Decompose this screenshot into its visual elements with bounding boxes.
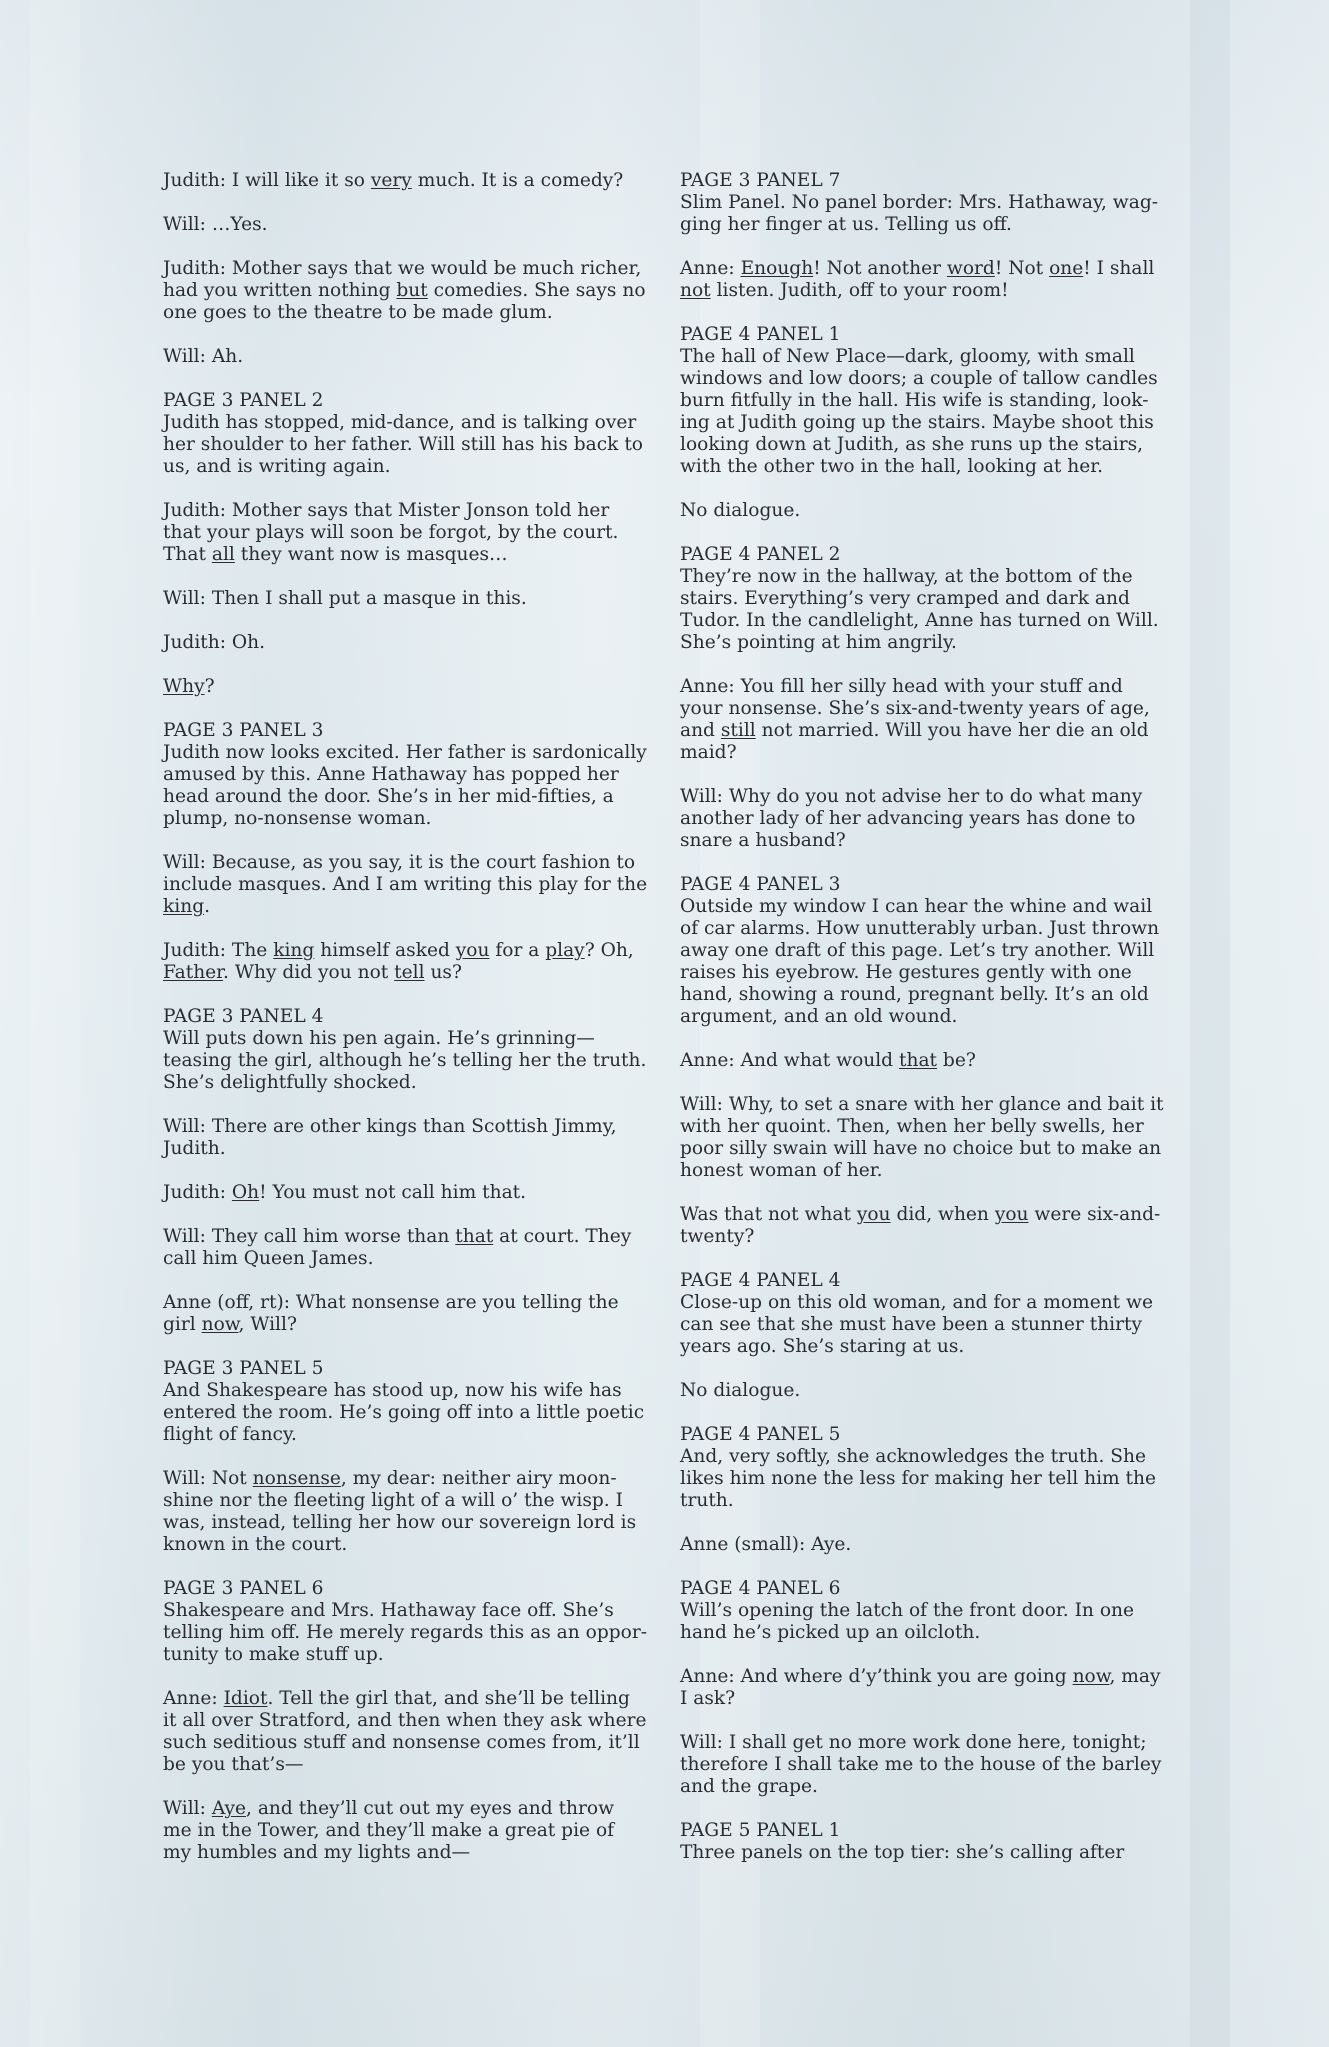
text-run: were six-and-twenty? bbox=[680, 1204, 1161, 1247]
panel-heading: PAGE 3 PANEL 6 bbox=[163, 1578, 324, 1599]
dialogue-line bbox=[680, 1050, 1165, 1072]
speaker-name: Will bbox=[163, 1468, 200, 1489]
speaker-name: Will bbox=[163, 852, 200, 873]
emphasis-word: Why bbox=[163, 676, 205, 697]
text-run: , my dear: neither airy moon-shine nor the fleeting light of a will o’ the wisp. I was, instead, telling her how our sovereign lord is known in the court. bbox=[163, 1468, 637, 1555]
script-line bbox=[680, 1380, 1165, 1402]
text-run: ! Not bbox=[994, 258, 1050, 279]
emphasis-word: tell bbox=[394, 962, 425, 983]
panel-description bbox=[163, 720, 648, 830]
speaker-name: Judith bbox=[163, 940, 220, 961]
text-run: ? Oh, bbox=[584, 940, 634, 961]
panel-heading: PAGE 4 PANEL 1 bbox=[680, 324, 841, 345]
speaker-name: Judith bbox=[163, 632, 220, 653]
panel-text: Close-up on this old woman, and for a moment we can see that she must have been a stunner thirty years ago. She’s staring at us. bbox=[680, 1292, 1153, 1357]
speaker-name: Anne bbox=[680, 258, 729, 279]
dialogue-line bbox=[163, 1292, 648, 1336]
text-run: Because, as you say, it is the court fashion to include masques. And I am writing this play for the bbox=[163, 852, 648, 895]
dialogue-line bbox=[163, 1688, 648, 1776]
dialogue-text: Anne: And where d’y’think you are going now, may I ask? bbox=[680, 1666, 1161, 1709]
panel-text: Shakespeare and Mrs. Hathaway face off. She’s telling him off. He merely regards this as an oppor-tunity to make stuff up. bbox=[163, 1600, 647, 1665]
emphasis-word: Oh bbox=[231, 1182, 260, 1203]
text-run: No dialogue. bbox=[680, 500, 801, 521]
panel-text: And Shakespeare has stood up, now his wife has entered the room. He’s going off into a little poetic flight of fancy. bbox=[163, 1380, 645, 1445]
text-run: Was that not what bbox=[680, 1204, 857, 1225]
emphasis-word: one bbox=[1049, 258, 1084, 279]
panel-description bbox=[680, 1270, 1165, 1358]
dialogue-text: Will: Why do you not advise her to do what many another lady of her advancing years has done to snare a husband? bbox=[680, 786, 1143, 851]
panel-heading: PAGE 3 PANEL 7 bbox=[680, 170, 841, 191]
emphasis-word: that bbox=[455, 1226, 494, 1247]
text-run: , and they’ll cut out my eyes and throw me in the Tower, and they’ll make a great pie of my humbles and my lights and— bbox=[163, 1798, 615, 1863]
dialogue-text: Anne: Enough! Not another word! Not one! I shall not listen. Judith, off to your room! bbox=[680, 258, 1155, 301]
dialogue-text: Judith: I will like it so very much. It is a comedy? bbox=[163, 170, 624, 191]
dialogue-text: Anne: And what would that be? bbox=[680, 1050, 976, 1071]
dialogue-text: Judith: The king himself asked you for a play? Oh, Father. Why did you not tell us? bbox=[163, 940, 634, 983]
panel-text: And, very softly, she acknowledges the truth. She likes him none the less for making her tell him the truth. bbox=[680, 1446, 1157, 1511]
background-stripe bbox=[1190, 0, 1230, 2047]
dialogue-line bbox=[680, 1094, 1165, 1182]
panel-heading: PAGE 5 PANEL 1 bbox=[680, 1820, 841, 1841]
emphasis-word: all bbox=[211, 544, 235, 565]
dialogue-line bbox=[163, 852, 648, 918]
speaker-name: Anne (off, rt) bbox=[163, 1292, 284, 1313]
text-run: No dialogue. bbox=[680, 1380, 801, 1401]
panel-description bbox=[163, 1578, 648, 1666]
speaker-name: Anne bbox=[680, 1666, 729, 1687]
script-line bbox=[163, 676, 648, 698]
text-run: And where d’y’think you are going bbox=[740, 1666, 1073, 1687]
speaker-name: Will bbox=[163, 588, 200, 609]
emphasis-word: very bbox=[370, 170, 412, 191]
panel-text: They’re now in the hallway, at the bottom of the stairs. Everything’s very cramped and dark and Tudor. In the candlelight, Anne has turned on Will. She’s pointing at him angrily. bbox=[680, 566, 1159, 653]
text-run: Not bbox=[211, 1468, 253, 1489]
line-text bbox=[680, 500, 1165, 522]
speaker-name: Anne bbox=[680, 676, 729, 697]
panel-description bbox=[680, 1578, 1165, 1644]
dialogue-text: Anne (off, rt): What nonsense are you telling the girl now, Will? bbox=[163, 1292, 619, 1335]
emphasis-word: now bbox=[201, 1314, 239, 1335]
text-run: they want now is masques… bbox=[234, 544, 508, 565]
text-run: ! I shall bbox=[1083, 258, 1155, 279]
speaker-name: Will bbox=[163, 346, 200, 367]
dialogue-line bbox=[163, 940, 648, 984]
dialogue-line bbox=[163, 1116, 648, 1160]
text-run: listen. Judith, off to your room! bbox=[710, 280, 1009, 301]
dialogue-line bbox=[163, 632, 648, 654]
line-text bbox=[163, 676, 648, 698]
dialogue-text: Anne: You fill her silly head with your stuff and your nonsense. She’s six-and-twenty years of age, and still not married. Will you have her die an old maid? bbox=[680, 676, 1150, 763]
emphasis-word: king bbox=[163, 896, 205, 917]
dialogue-line bbox=[680, 1534, 1165, 1556]
text-run: himself asked bbox=[314, 940, 456, 961]
speaker-name: Will bbox=[680, 1732, 717, 1753]
speaker-name: Judith bbox=[163, 1182, 220, 1203]
line-text bbox=[680, 1380, 1165, 1402]
emphasis-word: word bbox=[946, 258, 995, 279]
panel-heading: PAGE 4 PANEL 3 bbox=[680, 874, 841, 895]
text-run: Why, to set a snare with her glance and bait it with her quoint. Then, when her belly swells, her poor silly swain will have no choice but to make an honest woman of her. bbox=[680, 1094, 1164, 1181]
script-column-left bbox=[163, 170, 648, 1886]
dialogue-text: Will: Ah. bbox=[163, 346, 244, 367]
text-run: They call him worse than bbox=[211, 1226, 456, 1247]
dialogue-line bbox=[680, 1666, 1165, 1710]
dialogue-text: Will: Aye, and they’ll cut out my eyes and throw me in the Tower, and they’ll make a great pie of my humbles and my lights and— bbox=[163, 1798, 615, 1863]
text-run: I will like it so bbox=[231, 170, 371, 191]
text-run: ? bbox=[204, 676, 215, 697]
text-run: much. It is a comedy? bbox=[411, 170, 624, 191]
speaker-name: Will bbox=[163, 214, 200, 235]
emphasis-word: nonsense bbox=[252, 1468, 341, 1489]
line-text bbox=[680, 1204, 1165, 1248]
emphasis-word: Father bbox=[163, 962, 224, 983]
emphasis-word: that bbox=[899, 1050, 938, 1071]
text-run: be? bbox=[937, 1050, 976, 1071]
dialogue-text: Judith: Oh! You must not call him that. bbox=[163, 1182, 527, 1203]
panel-heading: PAGE 3 PANEL 2 bbox=[163, 390, 324, 411]
script-line bbox=[680, 1204, 1165, 1248]
speaker-name: Judith bbox=[163, 500, 220, 521]
dialogue-line bbox=[163, 1468, 648, 1556]
text-run: Ah. bbox=[211, 346, 244, 367]
dialogue-text: Will: Not nonsense, my dear: neither airy moon-shine nor the fleeting light of a will o’ the wisp. I was, instead, telling her how our sovereign lord is known in the court. bbox=[163, 1468, 637, 1555]
panel-text: The hall of New Place—dark, gloomy, with small windows and low doors; a couple of tallow candles burn fitfully in the hall. His wife is standing, look-ing at Judith going up the stairs. Maybe shoot this looking down at Judith, as she runs up the stairs, with the other two in the hall, looking at her. bbox=[680, 346, 1158, 477]
panel-description bbox=[680, 544, 1165, 654]
text-run: ! Not another bbox=[813, 258, 947, 279]
panel-description bbox=[680, 324, 1165, 478]
panel-heading: PAGE 4 PANEL 5 bbox=[680, 1424, 841, 1445]
text-run: us? bbox=[424, 962, 462, 983]
panel-text: Judith now looks excited. Her father is sardonically amused by this. Anne Hathaway has popped her head around the door. She’s in her mid-fifties, a plump, no-nonsense woman. bbox=[163, 742, 647, 829]
text-run: There are other kings than Scottish Jimmy, Judith. bbox=[163, 1116, 617, 1159]
dialogue-line bbox=[163, 1226, 648, 1270]
emphasis-word: you bbox=[856, 1204, 891, 1225]
dialogue-line bbox=[163, 1798, 648, 1864]
panel-text: Outside my window I can hear the whine and wail of car alarms. How unutterably urban. Just thrown away one draft of this page. Let’s try another. Will raises his eyebrow. He gestures gently with one hand, showing a round, pregnant belly. It’s an old argument, and an old wound. bbox=[680, 896, 1160, 1027]
text-run: at court. They call him Queen James. bbox=[163, 1226, 632, 1269]
emphasis-word: Enough bbox=[740, 258, 814, 279]
dialogue-text: Will: Because, as you say, it is the court fashion to include masques. And I am writing this play for the king. bbox=[163, 852, 648, 917]
emphasis-word: you bbox=[994, 1204, 1029, 1225]
panel-description bbox=[680, 170, 1165, 236]
emphasis-word: Idiot bbox=[223, 1688, 268, 1709]
text-run: What nonsense are you telling the girl bbox=[163, 1292, 619, 1335]
text-run: not married. Will you have her die an old maid? bbox=[680, 720, 1149, 763]
text-run: , may I ask? bbox=[680, 1666, 1161, 1709]
dialogue-text: Anne (small): Aye. bbox=[680, 1534, 852, 1555]
speaker-name: Judith bbox=[163, 170, 220, 191]
text-run: , Will? bbox=[238, 1314, 297, 1335]
panel-description bbox=[680, 1820, 1165, 1864]
panel-text: Will’s opening the latch of the front door. In one hand he’s picked up an oilcloth. bbox=[680, 1600, 1134, 1643]
text-run: ! You must not call him that. bbox=[259, 1182, 527, 1203]
text-run: Why do you not advise her to do what many another lady of her advancing years has done to snare a husband? bbox=[680, 786, 1143, 851]
panel-text: Will puts down his pen again. He’s grinning—teasing the girl, although he’s telling her the truth. She’s delightfully shocked. bbox=[163, 1028, 647, 1093]
dialogue-line bbox=[163, 170, 648, 192]
text-run: And what would bbox=[740, 1050, 899, 1071]
text-run: . bbox=[204, 896, 211, 917]
emphasis-word: play bbox=[545, 940, 585, 961]
dialogue-line bbox=[163, 214, 648, 236]
dialogue-text: Will: I shall get no more work done here, tonight; therefore I shall take me to the house of the barley and the grape. bbox=[680, 1732, 1162, 1797]
emphasis-word: Aye bbox=[211, 1798, 246, 1819]
panel-text: Three panels on the top tier: she’s calling after bbox=[680, 1842, 1125, 1863]
dialogue-text: Will: There are other kings than Scottish Jimmy, Judith. bbox=[163, 1116, 617, 1159]
panel-text: Slim Panel. No panel border: Mrs. Hathaway, wag-ging her finger at us. Telling us off. bbox=[680, 192, 1158, 235]
speaker-name: Will bbox=[163, 1798, 200, 1819]
text-run: Mother says that we would be much richer, had you written nothing bbox=[163, 258, 642, 301]
dialogue-text: Will: They call him worse than that at court. They call him Queen James. bbox=[163, 1226, 632, 1269]
panel-heading: PAGE 3 PANEL 3 bbox=[163, 720, 324, 741]
dialogue-text: Judith: Oh. bbox=[163, 632, 266, 653]
dialogue-line bbox=[163, 1182, 648, 1204]
text-run: You fill her silly head with your stuff and your nonsense. She’s six-and-twenty years of age, and bbox=[680, 676, 1150, 741]
text-run: I shall get no more work done here, tonight; therefore I shall take me to the house of the barley and the grape. bbox=[680, 1732, 1162, 1797]
panel-heading: PAGE 4 PANEL 4 bbox=[680, 1270, 841, 1291]
script-line bbox=[680, 500, 1165, 522]
speaker-name: Will bbox=[680, 1094, 717, 1115]
panel-description bbox=[163, 1358, 648, 1446]
speaker-name: Will bbox=[163, 1116, 200, 1137]
emphasis-word: you bbox=[455, 940, 490, 961]
speaker-name: Anne bbox=[163, 1688, 212, 1709]
dialogue-text: Will: …Yes. bbox=[163, 214, 268, 235]
dialogue-line bbox=[163, 346, 648, 368]
text-run: for a bbox=[489, 940, 546, 961]
text-run: . Tell the girl that, and she’ll be telling it all over Stratford, and then when they ask where such seditious stuff and nonsense comes from, it’ll be you that’s— bbox=[163, 1688, 647, 1775]
dialogue-line bbox=[680, 258, 1165, 302]
panel-heading: PAGE 3 PANEL 5 bbox=[163, 1358, 324, 1379]
speaker-name: Anne (small) bbox=[680, 1534, 799, 1555]
speaker-name: Judith bbox=[163, 258, 220, 279]
script-column-right bbox=[680, 170, 1165, 1886]
text-run: Oh. bbox=[231, 632, 266, 653]
emphasis-word: but bbox=[396, 280, 428, 301]
text-run: Then I shall put a masque in this. bbox=[211, 588, 527, 609]
dialogue-line bbox=[680, 1732, 1165, 1798]
text-run: The bbox=[231, 940, 274, 961]
speaker-name: Anne bbox=[680, 1050, 729, 1071]
dialogue-line bbox=[680, 786, 1165, 852]
emphasis-word: king bbox=[273, 940, 315, 961]
background-stripe bbox=[30, 0, 80, 2047]
dialogue-text: Judith: Mother says that we would be much richer, had you written nothing but comedies. She says no one goes to the theatre to be made glum. bbox=[163, 258, 646, 323]
panel-description bbox=[680, 874, 1165, 1028]
dialogue-text: Will: Then I shall put a masque in this. bbox=[163, 588, 527, 609]
panel-description bbox=[680, 1424, 1165, 1512]
dialogue-line bbox=[163, 588, 648, 610]
text-run: comedies. She says no one goes to the theatre to be made glum. bbox=[163, 280, 646, 323]
panel-description bbox=[163, 1006, 648, 1094]
panel-heading: PAGE 3 PANEL 4 bbox=[163, 1006, 324, 1027]
emphasis-word: not bbox=[680, 280, 711, 301]
emphasis-word: now bbox=[1072, 1666, 1110, 1687]
panel-heading: PAGE 4 PANEL 2 bbox=[680, 544, 841, 565]
speaker-name: Will bbox=[163, 1226, 200, 1247]
text-run: …Yes. bbox=[211, 214, 268, 235]
panel-text: Judith has stopped, mid-dance, and is talking over her shoulder to her father. Will still has his back to us, and is writing again. bbox=[163, 412, 643, 477]
panel-description bbox=[163, 390, 648, 478]
speaker-name: Will bbox=[680, 786, 717, 807]
dialogue-line bbox=[163, 258, 648, 324]
text-run: Mother says that Mister Jonson told her that your plays will soon be forgot, by the court. That bbox=[163, 500, 619, 565]
text-run: Aye. bbox=[811, 1534, 852, 1555]
dialogue-text: Will: Why, to set a snare with her glance and bait it with her quoint. Then, when her belly swells, her poor silly swain will have no choice but to make an honest woman of her. bbox=[680, 1094, 1164, 1181]
emphasis-word: still bbox=[720, 720, 756, 741]
dialogue-line bbox=[163, 500, 648, 566]
dialogue-line bbox=[680, 676, 1165, 764]
dialogue-text: Judith: Mother says that Mister Jonson told her that your plays will soon be forgot, by the court. That all they want now is masques… bbox=[163, 500, 619, 565]
dialogue-text: Anne: Idiot. Tell the girl that, and she’ll be telling it all over Stratford, and then when they ask where such seditious stuff and nonsense comes from, it’ll be you that’s— bbox=[163, 1688, 647, 1775]
panel-heading: PAGE 4 PANEL 6 bbox=[680, 1578, 841, 1599]
text-run: did, when bbox=[890, 1204, 995, 1225]
text-run: . Why did you not bbox=[223, 962, 395, 983]
